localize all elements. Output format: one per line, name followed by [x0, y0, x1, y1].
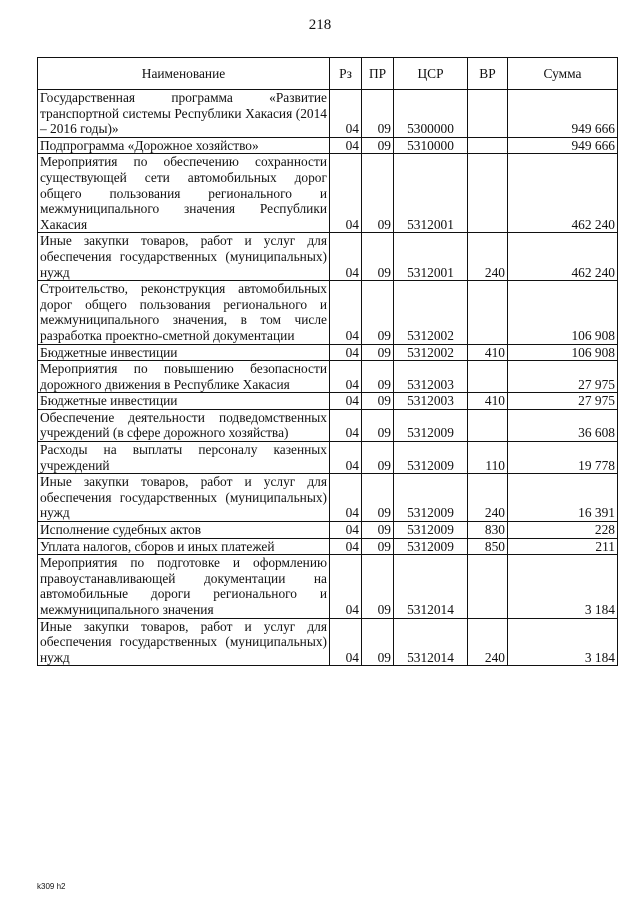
cell-rz: 04: [330, 393, 362, 410]
cell-pr: 09: [362, 618, 394, 666]
cell-pr: 09: [362, 409, 394, 441]
cell-name: Уплата налогов, сборов и иных платежей: [38, 538, 330, 555]
cell-sum: 3 184: [508, 618, 618, 666]
cell-vr: [468, 281, 508, 344]
cell-rz: 04: [330, 538, 362, 555]
cell-csr: 5312003: [394, 393, 468, 410]
cell-rz: 04: [330, 154, 362, 233]
cell-csr: 5310000: [394, 137, 468, 154]
cell-rz: 04: [330, 555, 362, 618]
cell-rz: 04: [330, 361, 362, 393]
footer-code: k309 h2: [37, 882, 66, 891]
cell-rz: 04: [330, 233, 362, 281]
cell-vr: 410: [468, 393, 508, 410]
cell-pr: 09: [362, 538, 394, 555]
cell-rz: 04: [330, 522, 362, 539]
cell-rz: 04: [330, 442, 362, 474]
cell-vr: 240: [468, 618, 508, 666]
cell-vr: 240: [468, 474, 508, 522]
cell-vr: 830: [468, 522, 508, 539]
cell-name: Иные закупки товаров, работ и услуг для обеспечения государственных (муниципальных) нужд: [38, 233, 330, 281]
cell-vr: 850: [468, 538, 508, 555]
cell-pr: 09: [362, 90, 394, 138]
cell-pr: 09: [362, 555, 394, 618]
cell-vr: [468, 137, 508, 154]
budget-table: [37, 57, 618, 666]
cell-csr: 5312002: [394, 281, 468, 344]
table-row: [38, 393, 618, 410]
cell-pr: 09: [362, 522, 394, 539]
table-row: [38, 618, 618, 666]
header-sum: Сумма: [508, 58, 618, 90]
cell-vr: [468, 361, 508, 393]
cell-name: Строительство, реконструкция автомобильных дорог общего пользования регионального и межмуниципального значения, в том числе разработка проектно-сметной документации: [38, 281, 330, 344]
cell-vr: [468, 555, 508, 618]
table-row: [38, 344, 618, 361]
header-rz: Рз: [330, 58, 362, 90]
cell-pr: 09: [362, 281, 394, 344]
cell-rz: 04: [330, 137, 362, 154]
cell-name: Подпрограмма «Дорожное хозяйство»: [38, 137, 330, 154]
cell-vr: 110: [468, 442, 508, 474]
cell-rz: 04: [330, 474, 362, 522]
cell-sum: 106 908: [508, 344, 618, 361]
cell-name: Бюджетные инвестиции: [38, 393, 330, 410]
table-row: [38, 281, 618, 344]
cell-csr: 5312009: [394, 538, 468, 555]
cell-pr: 09: [362, 442, 394, 474]
cell-rz: 04: [330, 618, 362, 666]
table-row: [38, 90, 618, 138]
table-row: [38, 555, 618, 618]
cell-pr: 09: [362, 344, 394, 361]
cell-sum: 211: [508, 538, 618, 555]
cell-vr: [468, 154, 508, 233]
table-body: [38, 90, 618, 666]
table-row: [38, 154, 618, 233]
cell-pr: 09: [362, 361, 394, 393]
cell-rz: 04: [330, 90, 362, 138]
table-row: [38, 442, 618, 474]
cell-rz: 04: [330, 281, 362, 344]
cell-sum: 462 240: [508, 154, 618, 233]
table-header-row: [38, 58, 618, 90]
cell-sum: 949 666: [508, 90, 618, 138]
cell-sum: 106 908: [508, 281, 618, 344]
cell-sum: 16 391: [508, 474, 618, 522]
cell-rz: 04: [330, 409, 362, 441]
cell-pr: 09: [362, 233, 394, 281]
cell-name: Расходы на выплаты персоналу казенных учреждений: [38, 442, 330, 474]
table-row: [38, 522, 618, 539]
cell-name: Мероприятия по обеспечению сохранности существующей сети автомобильных дорог общего пользования регионального и межмуниципального значения Республики Хакасия: [38, 154, 330, 233]
cell-csr: 5312014: [394, 618, 468, 666]
cell-sum: 27 975: [508, 361, 618, 393]
cell-name: Бюджетные инвестиции: [38, 344, 330, 361]
page-number: 218: [308, 17, 332, 33]
cell-csr: 5312009: [394, 409, 468, 441]
cell-sum: 228: [508, 522, 618, 539]
cell-csr: 5300000: [394, 90, 468, 138]
cell-name: Мероприятия по повышению безопасности дорожного движения в Республике Хакасия: [38, 361, 330, 393]
table-row: [38, 538, 618, 555]
table-row: [38, 409, 618, 441]
table-row: [38, 137, 618, 154]
cell-csr: 5312001: [394, 154, 468, 233]
cell-rz: 04: [330, 344, 362, 361]
table-row: [38, 361, 618, 393]
cell-csr: 5312009: [394, 442, 468, 474]
cell-sum: 19 778: [508, 442, 618, 474]
cell-pr: 09: [362, 393, 394, 410]
cell-csr: 5312003: [394, 361, 468, 393]
cell-sum: 27 975: [508, 393, 618, 410]
header-vr: ВР: [468, 58, 508, 90]
cell-sum: 3 184: [508, 555, 618, 618]
cell-sum: 462 240: [508, 233, 618, 281]
cell-csr: 5312002: [394, 344, 468, 361]
cell-name: Иные закупки товаров, работ и услуг для обеспечения государственных (муниципальных) нужд: [38, 474, 330, 522]
table-row: [38, 474, 618, 522]
cell-sum: 949 666: [508, 137, 618, 154]
cell-name: Исполнение судебных актов: [38, 522, 330, 539]
cell-sum: 36 608: [508, 409, 618, 441]
header-pr: ПР: [362, 58, 394, 90]
header-name: Наименование: [38, 58, 330, 90]
cell-pr: 09: [362, 137, 394, 154]
cell-name: Мероприятия по подготовке и оформлению правоустанавливающей документации на автомобильные дороги регионального и межмуниципального значения: [38, 555, 330, 618]
cell-vr: 410: [468, 344, 508, 361]
cell-csr: 5312009: [394, 522, 468, 539]
cell-vr: [468, 90, 508, 138]
cell-name: Обеспечение деятельности подведомственных учреждений (в сфере дорожного хозяйства): [38, 409, 330, 441]
cell-vr: 240: [468, 233, 508, 281]
cell-csr: 5312001: [394, 233, 468, 281]
cell-csr: 5312014: [394, 555, 468, 618]
cell-csr: 5312009: [394, 474, 468, 522]
cell-pr: 09: [362, 154, 394, 233]
header-csr: ЦСР: [394, 58, 468, 90]
cell-vr: [468, 409, 508, 441]
table-row: [38, 233, 618, 281]
cell-name: Государственная программа «Развитие транспортной системы Республики Хакасия (2014 – 2016 годы)»: [38, 90, 330, 138]
cell-name: Иные закупки товаров, работ и услуг для обеспечения государственных (муниципальных) нужд: [38, 618, 330, 666]
cell-pr: 09: [362, 474, 394, 522]
